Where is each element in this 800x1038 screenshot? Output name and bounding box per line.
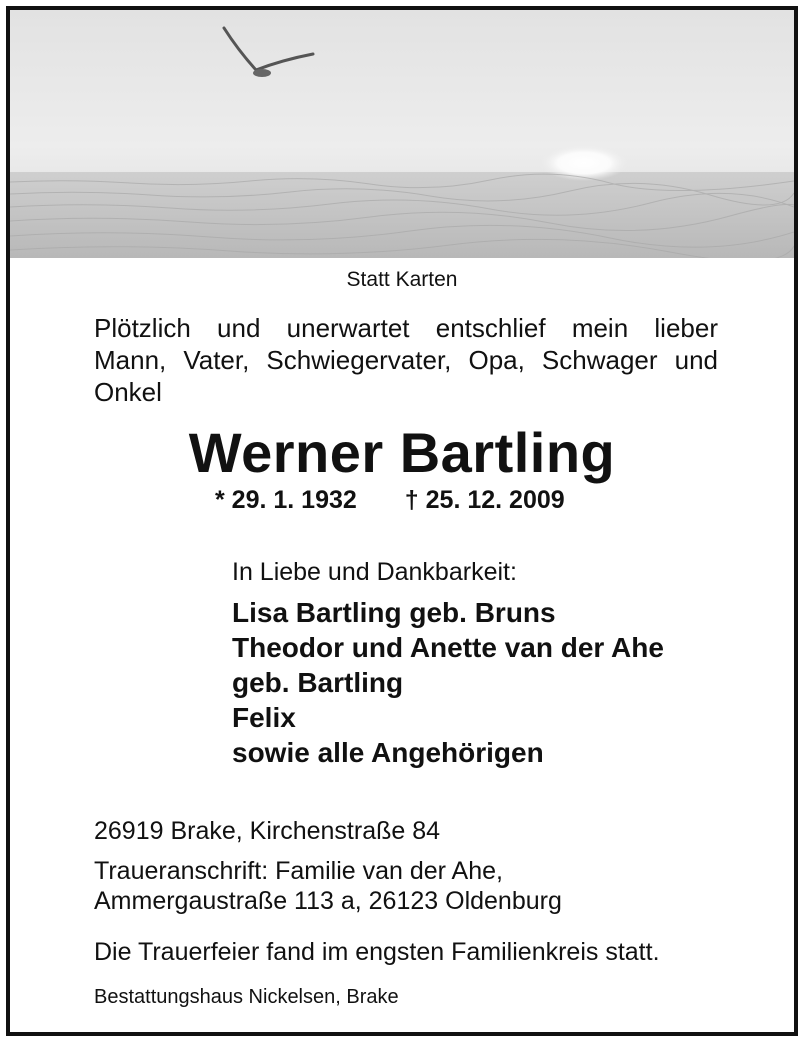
mourner-name: geb. Bartling xyxy=(232,667,404,698)
intro-line: Plötzlich und unerwartet entschlief mein lieber xyxy=(94,313,718,343)
intro-line: Mann, Vater, Schwiegervater, Opa, Schwager und xyxy=(94,345,718,375)
obituary-frame xyxy=(6,6,798,1036)
residence-address: 26919 Brake, Kirchenstraße 84 xyxy=(94,817,441,845)
mourning-address-line2: Ammergaustraße 113 a, 26123 Oldenburg xyxy=(94,887,562,915)
birth-date: * 29. 1. 1932 xyxy=(215,486,357,514)
deceased-name: Werner Bartling xyxy=(188,421,616,484)
mourners-list xyxy=(232,595,664,770)
statt-karten-label: Statt Karten xyxy=(346,268,458,291)
life-dates xyxy=(215,486,565,515)
mourner-name: Felix xyxy=(232,702,296,733)
seascape-photo xyxy=(10,10,794,258)
mourner-name: sowie alle Angehörigen xyxy=(232,737,544,768)
seascape-image xyxy=(10,10,794,258)
funeral-home: Bestattungshaus Nickelsen, Brake xyxy=(94,986,399,1008)
intro-line: Onkel xyxy=(94,377,162,407)
death-date: † 25. 12. 2009 xyxy=(404,486,565,514)
mourning-address-line1: Traueranschrift: Familie van der Ahe, xyxy=(94,857,503,885)
funeral-notice: Die Trauerfeier fand im engsten Familienkreis statt. xyxy=(94,938,660,966)
mourner-name: Theodor und Anette van der Ahe xyxy=(232,632,664,663)
intro-text xyxy=(94,312,718,408)
mourners-intro: In Liebe und Dankbarkeit: xyxy=(232,558,517,586)
mourner-name: Lisa Bartling geb. Bruns xyxy=(232,597,556,628)
